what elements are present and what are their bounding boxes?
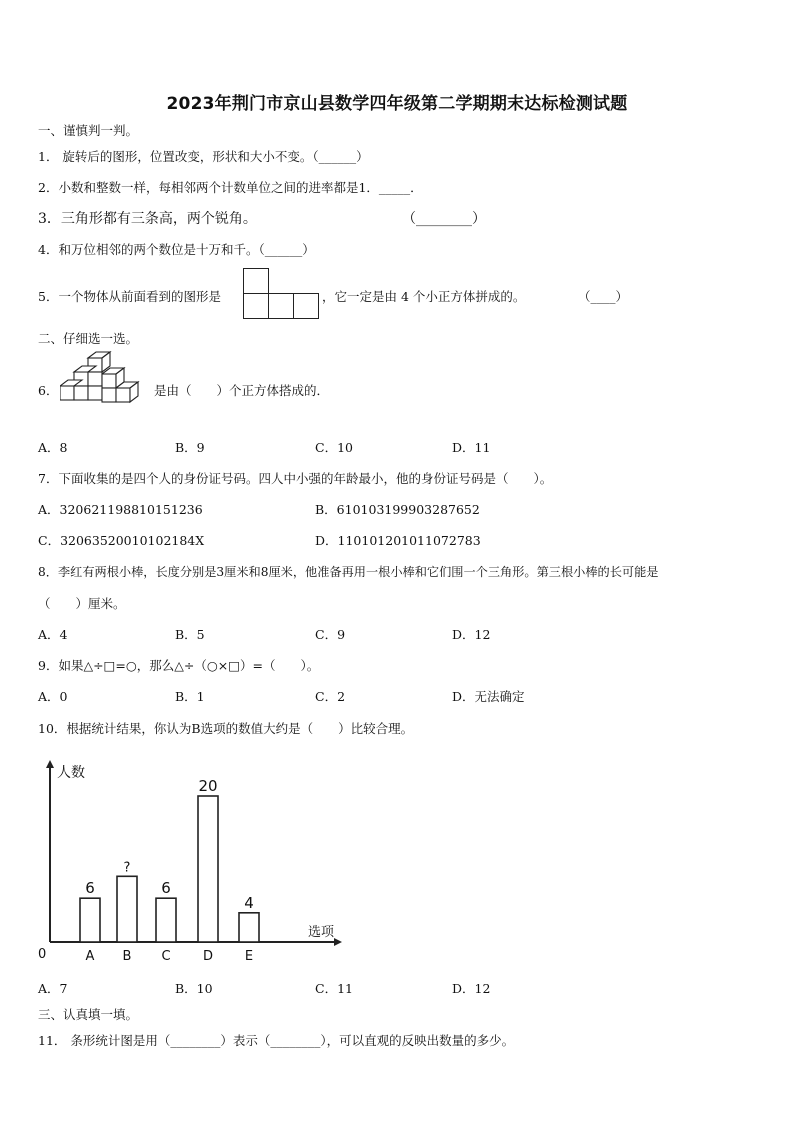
q8-option-a[interactable]: A．4 bbox=[38, 627, 68, 642]
q6-option-a[interactable]: A．8 bbox=[38, 440, 68, 455]
question-5: 5．一个物体从前面看到的图形是 bbox=[38, 289, 221, 304]
question-8-continued: （ ）厘米。 bbox=[38, 596, 126, 611]
front-view-cell bbox=[243, 268, 269, 294]
bar-B bbox=[117, 876, 137, 942]
question-6: 是由（ ）个正方体搭成的． bbox=[154, 383, 330, 398]
data-label-B: ? bbox=[123, 860, 131, 876]
q8-option-c[interactable]: C．9 bbox=[315, 627, 346, 642]
y-axis-arrow bbox=[46, 760, 54, 768]
section-1-heading: 一、谨慎判一判。 bbox=[38, 123, 139, 138]
bar-D bbox=[198, 796, 218, 942]
question-6-number: 6． bbox=[38, 383, 59, 398]
front-view-cell bbox=[268, 293, 294, 319]
question-5-blank: （____） bbox=[578, 289, 629, 304]
front-view-cell bbox=[293, 293, 319, 319]
q9-option-a[interactable]: A．0 bbox=[38, 689, 68, 704]
data-label-A: 6 bbox=[85, 879, 95, 898]
question-3-blank: （________） bbox=[402, 211, 486, 227]
q9-option-c[interactable]: C．2 bbox=[315, 689, 346, 704]
q10-option-c[interactable]: C．11 bbox=[315, 981, 353, 996]
question-1: 1． 旋转后的图形，位置改变，形状和大小不变。（______） bbox=[38, 149, 369, 164]
question-8: 8．李红有两根小棒，长度分别是3厘米和8厘米，他准备再用一根小棒和它们围一个三角形。第三根小棒的长可能是 bbox=[38, 565, 659, 579]
x-axis-arrow bbox=[334, 938, 342, 946]
bar-A bbox=[80, 898, 100, 942]
q9-option-b[interactable]: B．1 bbox=[175, 689, 205, 704]
category-label-A: A bbox=[85, 949, 95, 964]
bar-chart bbox=[30, 752, 350, 970]
cube-stack-figure bbox=[60, 350, 146, 420]
question-2: 2．小数和整数一样，每相邻两个计数单位之间的进率都是1．_____． bbox=[38, 180, 423, 195]
question-11: 11． 条形统计图是用（________）表示（________），可以直观的反映出数量的多少。 bbox=[38, 1033, 515, 1048]
q6-option-d[interactable]: D．11 bbox=[452, 440, 491, 455]
category-label-C: C bbox=[161, 949, 171, 964]
data-label-D: 20 bbox=[198, 777, 218, 795]
q10-option-b[interactable]: B．10 bbox=[175, 981, 213, 996]
q9-option-d[interactable]: D．无法确定 bbox=[452, 689, 525, 704]
category-label-D: D bbox=[202, 949, 214, 964]
bar-E bbox=[239, 913, 259, 942]
q6-option-b[interactable]: B．9 bbox=[175, 440, 205, 455]
data-label-E: 4 bbox=[244, 893, 254, 912]
section-2-heading: 二、仔细选一选。 bbox=[38, 331, 139, 346]
category-label-B: B bbox=[122, 949, 132, 964]
q7-option-d[interactable]: D．110101201011072783 bbox=[315, 533, 481, 548]
q7-option-c[interactable]: C．32063520010102184X bbox=[38, 533, 205, 548]
data-label-C: 6 bbox=[161, 879, 171, 898]
y-axis-label: 人数 bbox=[57, 765, 85, 781]
question-5-text: ，它一定是由 4 个小正方体拼成的。 bbox=[322, 289, 526, 304]
question-4: 4．和万位相邻的两个数位是十万和千。（______） bbox=[38, 242, 315, 257]
bar-C bbox=[156, 898, 176, 942]
question-9: 9．如果△÷□=○，那么△÷（○×□）=（ ）。 bbox=[38, 658, 320, 673]
page-title: 2023年荆门市京山县数学四年级第二学期期末达标检测试题 bbox=[166, 94, 628, 114]
q10-option-a[interactable]: A．7 bbox=[38, 981, 68, 996]
question-3: 3．三角形都有三条高，两个锐角。 bbox=[38, 211, 257, 227]
question-10: 10．根据统计结果，你认为B选项的数值大约是（ ）比较合理。 bbox=[38, 721, 414, 736]
q8-option-b[interactable]: B．5 bbox=[175, 627, 205, 642]
q6-option-c[interactable]: C．10 bbox=[315, 440, 353, 455]
chart-bars bbox=[80, 777, 259, 964]
origin-label: 0 bbox=[38, 947, 47, 962]
section-3-heading: 三、认真填一填。 bbox=[38, 1007, 139, 1022]
q8-option-d[interactable]: D．12 bbox=[452, 627, 491, 642]
front-view-cell bbox=[243, 293, 269, 319]
q7-option-a[interactable]: A．320621198810151236 bbox=[38, 502, 203, 517]
q10-option-d[interactable]: D．12 bbox=[452, 981, 491, 996]
x-axis-label: 选项 bbox=[308, 925, 335, 940]
category-label-E: E bbox=[244, 949, 254, 964]
question-7: 7．下面收集的是四个人的身份证号码。四人中小强的年龄最小，他的身份证号码是（ ）。 bbox=[38, 471, 553, 486]
q7-option-b[interactable]: B．610103199903287652 bbox=[315, 502, 480, 517]
